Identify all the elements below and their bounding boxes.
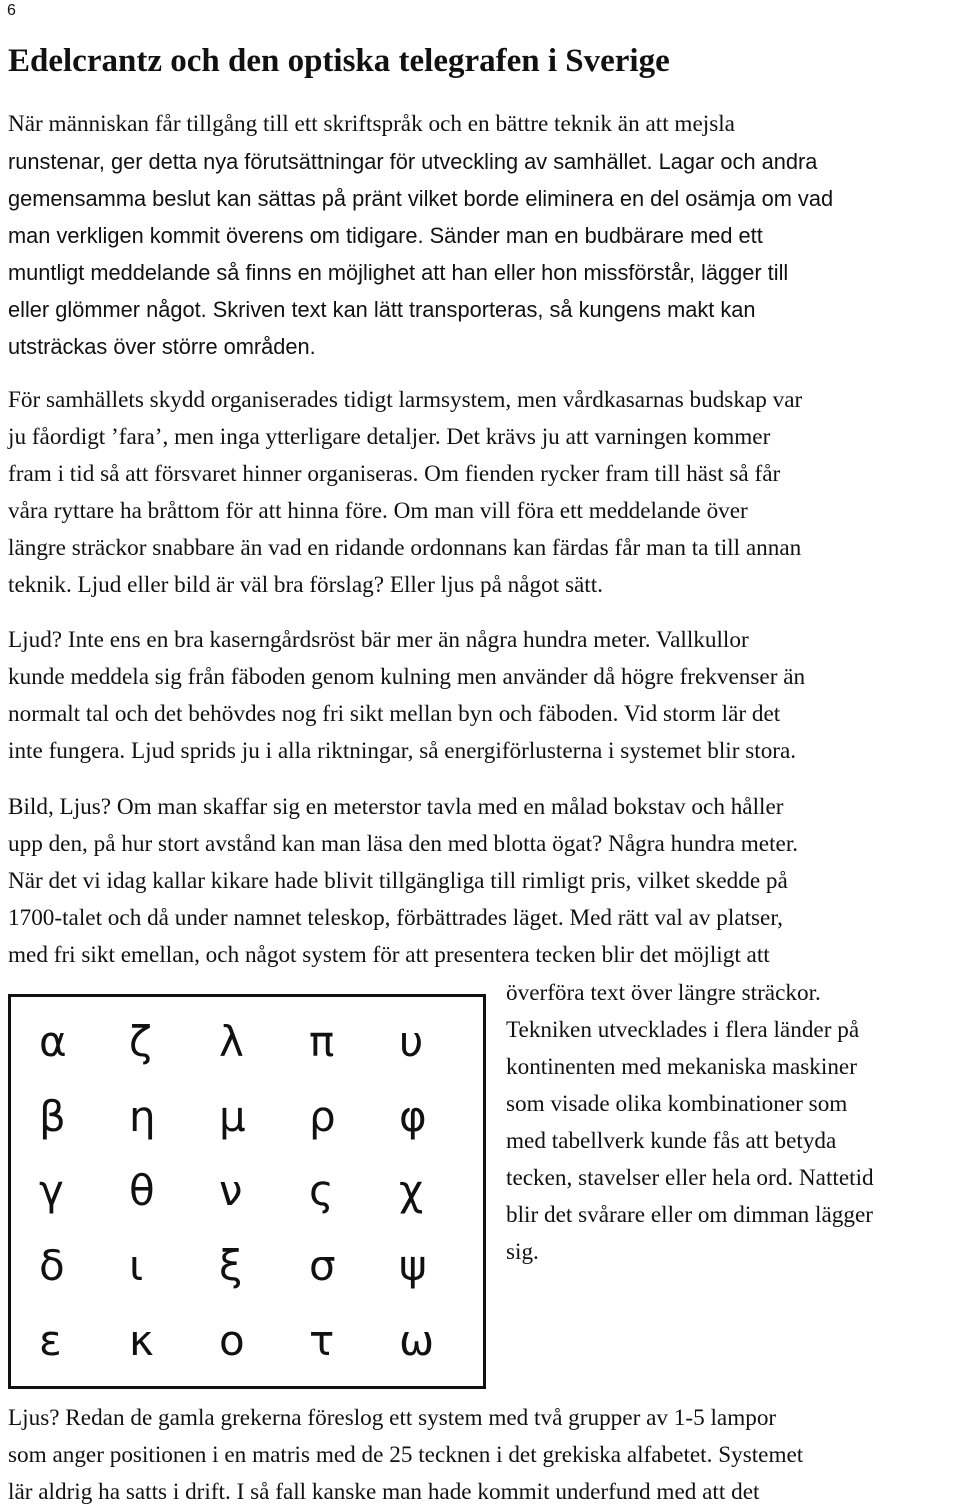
greek-letter-cell: κ	[129, 1315, 154, 1365]
side-text-line: Tekniken utvecklades i flera länder på	[506, 1017, 860, 1043]
paragraph-line: fram i tid så att försvaret hinner organiseras. Om fienden rycker fram till häst så får	[8, 461, 781, 487]
greek-letter-cell: ε	[39, 1315, 62, 1365]
document-title: Edelcrantz och den optiska telegrafen i Sverige	[8, 43, 670, 79]
paragraph-intro	[8, 106, 960, 365]
paragraph-line: normalt tal och det behövdes nog fri sikt mellan byn och fäboden. Vid storm lär det	[8, 701, 781, 727]
greek-letter-cell: δ	[39, 1241, 65, 1291]
greek-letter-cell: υ	[399, 1017, 424, 1067]
paragraph-alarm-systems	[8, 382, 960, 604]
paragraph-line: runstenar, ger detta nya förutsättningar för utveckling av samhället. Lagar och andra	[8, 149, 818, 174]
paragraph-line: 1700-talet och då under namnet teleskop, förbättrades läget. Med rätt val av platser,	[8, 905, 783, 931]
greek-letter-cell: σ	[309, 1241, 336, 1291]
paragraph-line: Bild, Ljus? Om man skaffar sig en meterstor tavla med en målad bokstav och håller	[8, 794, 784, 820]
paragraph-line: För samhällets skydd organiserades tidigt larmsystem, men vårdkasarnas budskap var	[8, 387, 803, 413]
paragraph-line: När det vi idag kallar kikare hade blivit tillgängliga till rimligt pris, vilket skedde på	[8, 868, 788, 894]
page-number: 6	[7, 2, 16, 19]
greek-letter-cell: μ	[219, 1091, 246, 1141]
side-text-line: överföra text över längre sträckor.	[506, 980, 821, 1006]
paragraph-line: utsträckas över större områden.	[8, 334, 316, 359]
greek-letter-cell: β	[39, 1091, 66, 1141]
greek-letter-cell: ζ	[129, 1017, 152, 1067]
greek-letter-cell: α	[39, 1017, 67, 1067]
paragraph-line: med fri sikt emellan, och något system för att presentera tecken blir det möjligt att	[8, 942, 770, 968]
greek-alphabet-matrix	[8, 994, 486, 1389]
paragraph-line: man verkligen kommit överens om tidigare. Sänder man en budbärare med ett	[8, 223, 763, 248]
paragraph-line: Ljus? Redan de gamla grekerna föreslog ett system med två grupper av 1-5 lampor	[8, 1405, 777, 1431]
paragraph-line: När människan får tillgång till ett skriftspråk och en bättre teknik än att mejsla	[8, 111, 735, 137]
paragraph-sound	[8, 622, 960, 770]
paragraph-line: längre sträckor snabbare än vad en ridande ordonnans kan färdas får man ta till annan	[8, 535, 802, 561]
greek-letter-cell: γ	[39, 1166, 64, 1216]
greek-letter-cell: θ	[129, 1166, 155, 1216]
paragraph-line: som anger positionen i en matris med de 25 tecknen i det grekiska alfabetet. Systemet	[8, 1442, 804, 1468]
paragraph-line: våra ryttare ha bråttom för att hinna före. Om man vill föra ett meddelande över	[8, 498, 748, 524]
paragraph-line: teknik. Ljud eller bild är väl bra förslag? Eller ljus på något sätt.	[8, 572, 603, 598]
wrapped-side-text	[506, 975, 960, 1271]
greek-letter-cell: ρ	[309, 1091, 336, 1141]
paragraph-greek-light-system	[8, 1400, 960, 1511]
greek-letter-cell: ι	[129, 1241, 144, 1291]
paragraph-line: gemensamma beslut kan sättas på pränt vilket borde eliminera en del osämja om vad	[8, 186, 834, 211]
side-text-line: som visade olika kombinationer som	[506, 1091, 848, 1117]
greek-letter-cell: π	[309, 1017, 335, 1067]
paragraph-line: eller glömmer något. Skriven text kan lätt transporteras, så kungens makt kan	[8, 297, 756, 322]
paragraph-line: inte fungera. Ljud sprids ju i alla riktningar, så energiförlusterna i systemet blir stora.	[8, 738, 797, 764]
greek-letter-cell: λ	[219, 1017, 244, 1067]
paragraph-line: lär aldrig ha satts i drift. I så fall kanske man hade kommit underfund med att det	[8, 1479, 760, 1505]
greek-letter-cell: ο	[219, 1315, 245, 1365]
side-text-line: tecken, stavelser eller hela ord. Nattetid	[506, 1165, 874, 1191]
greek-letter-cell: χ	[399, 1166, 424, 1216]
greek-letter-cell: ω	[399, 1315, 435, 1365]
side-text-line: sig.	[506, 1239, 539, 1265]
greek-letter-cell: η	[129, 1091, 156, 1141]
paragraph-line: upp den, på hur stort avstånd kan man läsa den med blotta ögat? Några hundra meter.	[8, 831, 799, 857]
greek-letter-cell: ξ	[219, 1241, 243, 1291]
side-text-line: kontinenten med mekaniska maskiner	[506, 1054, 857, 1080]
paragraph-line: kunde meddela sig från fäboden genom kulning men använder då högre frekvenser än	[8, 664, 806, 690]
greek-letter-cell: φ	[399, 1091, 427, 1141]
greek-letter-cell: ψ	[399, 1241, 427, 1291]
side-text-line: blir det svårare eller om dimman lägger	[506, 1202, 873, 1228]
greek-letter-cell: ς	[309, 1166, 334, 1216]
side-text-line: med tabellverk kunde fås att betyda	[506, 1128, 837, 1154]
paragraph-line: ju fåordigt ’fara’, men inga ytterligare detaljer. Det krävs ju att varningen kommer	[8, 424, 771, 450]
greek-letter-cell: τ	[309, 1315, 335, 1365]
greek-letter-cell: ν	[219, 1166, 243, 1216]
paragraph-image-light	[8, 789, 960, 974]
paragraph-line: Ljud? Inte ens en bra kaserngårdsröst bär mer än några hundra meter. Vallkullor	[8, 627, 749, 653]
paragraph-line: muntligt meddelande så finns en möjlighet att han eller hon missförstår, lägger till	[8, 260, 789, 285]
